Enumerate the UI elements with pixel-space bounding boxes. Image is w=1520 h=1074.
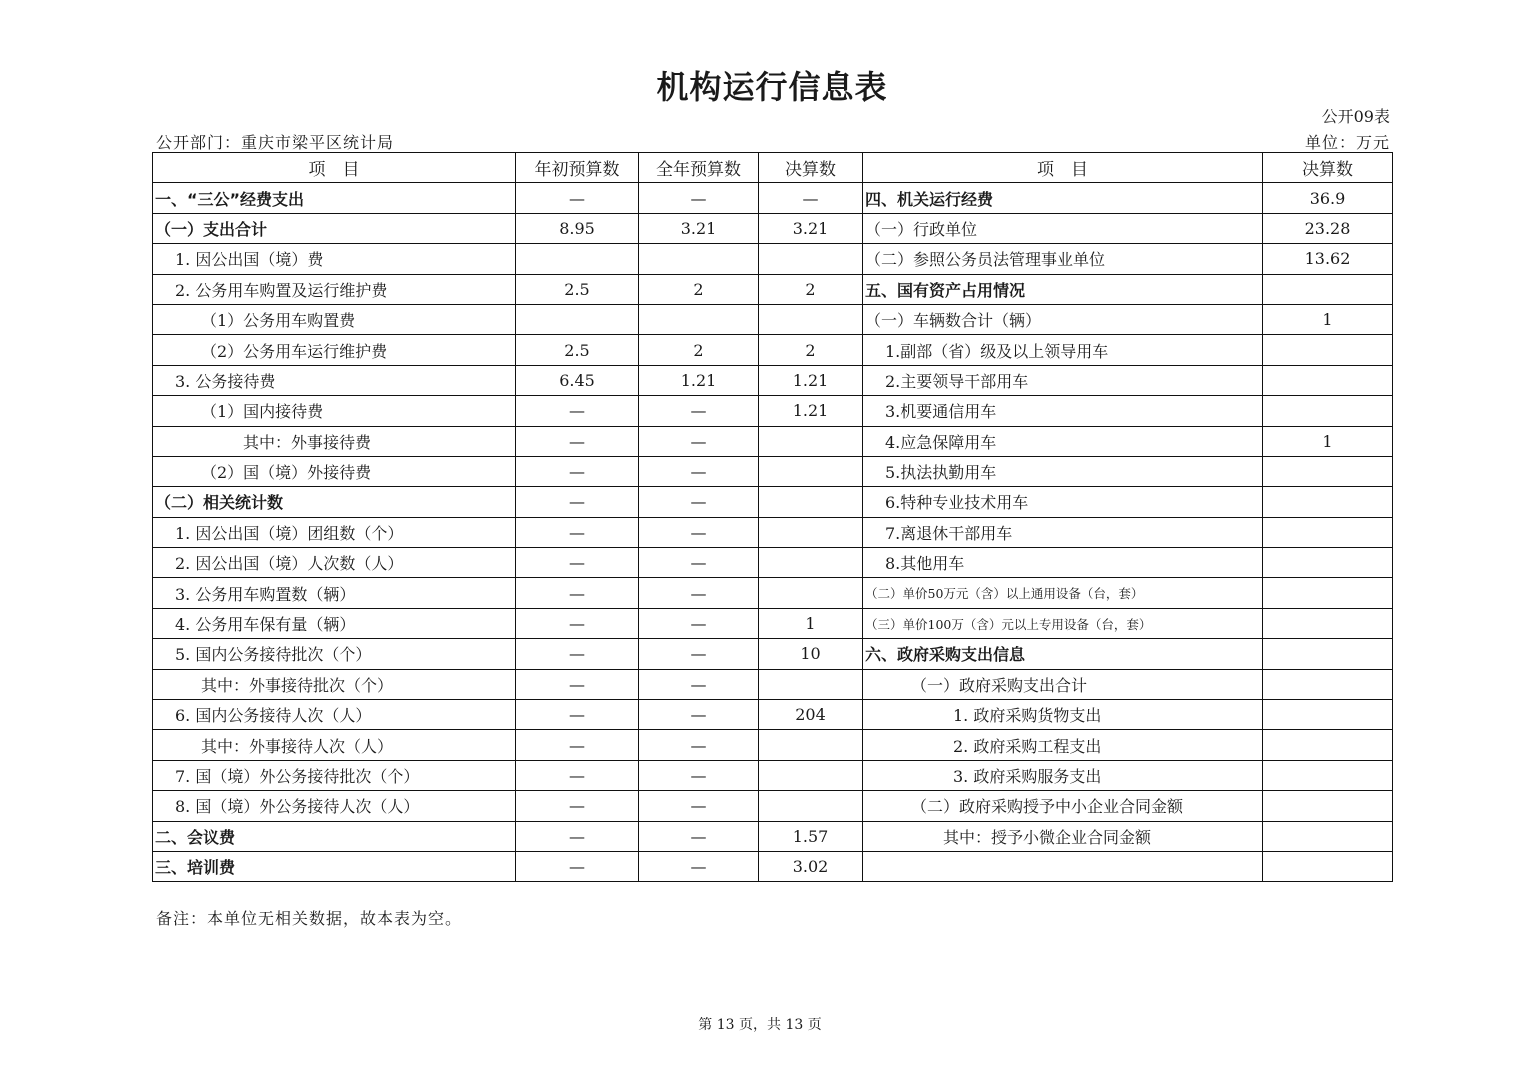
row-final-accounts: 2 — [759, 335, 863, 365]
table-header-row — [153, 153, 1393, 183]
row-left-item: 一、“三公”经费支出 — [153, 183, 516, 213]
unit-label: 单位：万元 — [1304, 133, 1390, 152]
row-right-item: 4.应急保障用车 — [863, 426, 1263, 456]
row-right-item: 6.特种专业技术用车 — [863, 487, 1263, 517]
row-full-year-budget — [639, 244, 759, 274]
table-row — [153, 821, 1393, 851]
row-final-accounts — [759, 304, 863, 334]
row-initial-budget: 8.95 — [516, 213, 639, 243]
row-right-item: 其中：授予小微企业合同金额 — [863, 821, 1263, 851]
row-right-item: 3.机要通信用车 — [863, 396, 1263, 426]
row-left-item: 3. 公务用车购置数（辆） — [153, 578, 516, 608]
table-row — [153, 487, 1393, 517]
row-left-item: （二）相关统计数 — [153, 487, 516, 517]
row-right-final-accounts: 1 — [1263, 304, 1393, 334]
row-full-year-budget: — — [639, 608, 759, 638]
row-full-year-budget: — — [639, 396, 759, 426]
row-right-final-accounts — [1263, 851, 1393, 881]
row-left-item: （2）国（境）外接待费 — [153, 456, 516, 486]
row-final-accounts: 1 — [759, 608, 863, 638]
row-right-item — [863, 851, 1263, 881]
row-right-item: （一）车辆数合计（辆） — [863, 304, 1263, 334]
row-full-year-budget: 2 — [639, 335, 759, 365]
row-initial-budget: — — [516, 517, 639, 547]
row-initial-budget: — — [516, 183, 639, 213]
row-initial-budget — [516, 304, 639, 334]
row-full-year-budget: — — [639, 426, 759, 456]
row-right-final-accounts: 36.9 — [1263, 183, 1393, 213]
row-right-item: 1.副部（省）级及以上领导用车 — [863, 335, 1263, 365]
row-initial-budget: — — [516, 821, 639, 851]
row-right-final-accounts — [1263, 821, 1393, 851]
row-full-year-budget: — — [639, 669, 759, 699]
row-full-year-budget: — — [639, 548, 759, 578]
row-full-year-budget — [639, 304, 759, 334]
table-row — [153, 548, 1393, 578]
row-initial-budget: — — [516, 487, 639, 517]
row-right-final-accounts — [1263, 365, 1393, 395]
row-final-accounts: 1.21 — [759, 396, 863, 426]
row-right-final-accounts: 13.62 — [1263, 244, 1393, 274]
row-right-final-accounts: 1 — [1263, 426, 1393, 456]
row-final-accounts: 3.21 — [759, 213, 863, 243]
row-final-accounts — [759, 244, 863, 274]
row-initial-budget: — — [516, 578, 639, 608]
row-full-year-budget: — — [639, 821, 759, 851]
header-initial-budget: 年初预算数 — [516, 153, 639, 183]
table-row — [153, 791, 1393, 821]
row-right-item: （二）政府采购授予中小企业合同金额 — [863, 791, 1263, 821]
row-final-accounts — [759, 578, 863, 608]
row-initial-budget: — — [516, 639, 639, 669]
row-full-year-budget: 3.21 — [639, 213, 759, 243]
row-right-item: （二）单价50万元（含）以上通用设备（台，套） — [863, 578, 1263, 608]
row-right-final-accounts: 23.28 — [1263, 213, 1393, 243]
row-final-accounts — [759, 760, 863, 790]
row-left-item: 2. 因公出国（境）人次数（人） — [153, 548, 516, 578]
row-right-final-accounts — [1263, 517, 1393, 547]
table-row — [153, 669, 1393, 699]
row-left-item: 其中：外事接待费 — [153, 426, 516, 456]
table-row — [153, 396, 1393, 426]
row-final-accounts: — — [759, 183, 863, 213]
row-right-final-accounts — [1263, 669, 1393, 699]
row-final-accounts — [759, 456, 863, 486]
header-right-final-accounts: 决算数 — [1263, 153, 1393, 183]
row-left-item: （一）支出合计 — [153, 213, 516, 243]
row-left-item: 5. 国内公务接待批次（个） — [153, 639, 516, 669]
row-right-item: 5.执法执勤用车 — [863, 456, 1263, 486]
table-row — [153, 851, 1393, 881]
row-full-year-budget: — — [639, 456, 759, 486]
row-left-item: 7. 国（境）外公务接待批次（个） — [153, 760, 516, 790]
row-right-final-accounts — [1263, 487, 1393, 517]
header-final-accounts: 决算数 — [759, 153, 863, 183]
row-right-item: 1. 政府采购货物支出 — [863, 700, 1263, 730]
row-final-accounts: 3.02 — [759, 851, 863, 881]
row-initial-budget: — — [516, 791, 639, 821]
row-initial-budget: 2.5 — [516, 335, 639, 365]
row-final-accounts: 1.21 — [759, 365, 863, 395]
row-initial-budget: 6.45 — [516, 365, 639, 395]
row-right-final-accounts — [1263, 396, 1393, 426]
table-row — [153, 578, 1393, 608]
row-final-accounts: 10 — [759, 639, 863, 669]
page-footer: 第 13 页，共 13 页 — [698, 1017, 822, 1033]
table-body — [153, 183, 1393, 882]
row-final-accounts: 1.57 — [759, 821, 863, 851]
row-full-year-budget: — — [639, 851, 759, 881]
row-right-final-accounts — [1263, 791, 1393, 821]
row-initial-budget — [516, 244, 639, 274]
row-right-final-accounts — [1263, 608, 1393, 638]
row-right-item: 2.主要领导干部用车 — [863, 365, 1263, 395]
row-right-item: （一）行政单位 — [863, 213, 1263, 243]
row-left-item: （1）国内接待费 — [153, 396, 516, 426]
row-initial-budget: — — [516, 456, 639, 486]
row-right-final-accounts — [1263, 700, 1393, 730]
row-right-item: 2. 政府采购工程支出 — [863, 730, 1263, 760]
row-right-item: （三）单价100万（含）元以上专用设备（台，套） — [863, 608, 1263, 638]
row-left-item: 三、培训费 — [153, 851, 516, 881]
row-right-item: 五、国有资产占用情况 — [863, 274, 1263, 304]
table-row — [153, 365, 1393, 395]
department-label: 公开部门：重庆市梁平区统计局 — [156, 133, 395, 152]
row-initial-budget: — — [516, 669, 639, 699]
table-row — [153, 335, 1393, 365]
row-final-accounts: 204 — [759, 700, 863, 730]
table-row — [153, 244, 1393, 274]
row-left-item: 3. 公务接待费 — [153, 365, 516, 395]
row-final-accounts — [759, 730, 863, 760]
row-left-item: 其中：外事接待人次（人） — [153, 730, 516, 760]
header-right-item: 项 目 — [863, 153, 1263, 183]
table-row — [153, 760, 1393, 790]
row-initial-budget: — — [516, 730, 639, 760]
row-full-year-budget: — — [639, 700, 759, 730]
table-row — [153, 639, 1393, 669]
row-initial-budget: 2.5 — [516, 274, 639, 304]
remark-note: 备注：本单位无相关数据，故本表为空。 — [156, 909, 463, 928]
table-row — [153, 730, 1393, 760]
row-right-final-accounts — [1263, 730, 1393, 760]
row-right-final-accounts — [1263, 760, 1393, 790]
row-final-accounts — [759, 669, 863, 699]
row-final-accounts — [759, 426, 863, 456]
row-right-item: 六、政府采购支出信息 — [863, 639, 1263, 669]
row-full-year-budget: — — [639, 760, 759, 790]
row-left-item: 8. 国（境）外公务接待人次（人） — [153, 791, 516, 821]
table-code: 公开09表 — [1321, 107, 1390, 126]
row-full-year-budget: — — [639, 639, 759, 669]
row-final-accounts — [759, 791, 863, 821]
row-right-final-accounts — [1263, 456, 1393, 486]
row-left-item: （2）公务用车运行维护费 — [153, 335, 516, 365]
row-right-item: 3. 政府采购服务支出 — [863, 760, 1263, 790]
row-initial-budget: — — [516, 396, 639, 426]
table-row — [153, 608, 1393, 638]
row-left-item: 其中：外事接待批次（个） — [153, 669, 516, 699]
row-final-accounts — [759, 548, 863, 578]
row-right-final-accounts — [1263, 578, 1393, 608]
row-left-item: 1. 因公出国（境）费 — [153, 244, 516, 274]
row-right-final-accounts — [1263, 335, 1393, 365]
row-right-item: 8.其他用车 — [863, 548, 1263, 578]
row-full-year-budget: — — [639, 517, 759, 547]
table-row — [153, 183, 1393, 213]
table-row — [153, 274, 1393, 304]
row-final-accounts — [759, 487, 863, 517]
row-right-final-accounts — [1263, 639, 1393, 669]
row-left-item: 4. 公务用车保有量（辆） — [153, 608, 516, 638]
row-left-item: 1. 因公出国（境）团组数（个） — [153, 517, 516, 547]
table-row — [153, 456, 1393, 486]
row-left-item: 6. 国内公务接待人次（人） — [153, 700, 516, 730]
header-full-year-budget: 全年预算数 — [639, 153, 759, 183]
operation-info-table — [152, 152, 1393, 882]
table-row — [153, 426, 1393, 456]
row-final-accounts: 2 — [759, 274, 863, 304]
row-right-item: 7.离退休干部用车 — [863, 517, 1263, 547]
row-full-year-budget: — — [639, 791, 759, 821]
table-row — [153, 700, 1393, 730]
row-right-item: 四、机关运行经费 — [863, 183, 1263, 213]
row-full-year-budget: 1.21 — [639, 365, 759, 395]
table-row — [153, 213, 1393, 243]
row-left-item: 二、会议费 — [153, 821, 516, 851]
row-full-year-budget: — — [639, 183, 759, 213]
row-initial-budget: — — [516, 700, 639, 730]
row-left-item: 2. 公务用车购置及运行维护费 — [153, 274, 516, 304]
row-initial-budget: — — [516, 760, 639, 790]
header-left-item: 项 目 — [153, 153, 516, 183]
row-right-item: （一）政府采购支出合计 — [863, 669, 1263, 699]
row-initial-budget: — — [516, 608, 639, 638]
row-full-year-budget: — — [639, 578, 759, 608]
row-right-item: （二）参照公务员法管理事业单位 — [863, 244, 1263, 274]
page-title: 机构运行信息表 — [656, 68, 888, 106]
row-full-year-budget: — — [639, 730, 759, 760]
table-row — [153, 517, 1393, 547]
row-initial-budget: — — [516, 851, 639, 881]
row-left-item: （1）公务用车购置费 — [153, 304, 516, 334]
row-final-accounts — [759, 517, 863, 547]
row-right-final-accounts — [1263, 274, 1393, 304]
table-row — [153, 304, 1393, 334]
row-full-year-budget: — — [639, 487, 759, 517]
row-initial-budget: — — [516, 426, 639, 456]
row-initial-budget: — — [516, 548, 639, 578]
row-right-final-accounts — [1263, 548, 1393, 578]
row-full-year-budget: 2 — [639, 274, 759, 304]
